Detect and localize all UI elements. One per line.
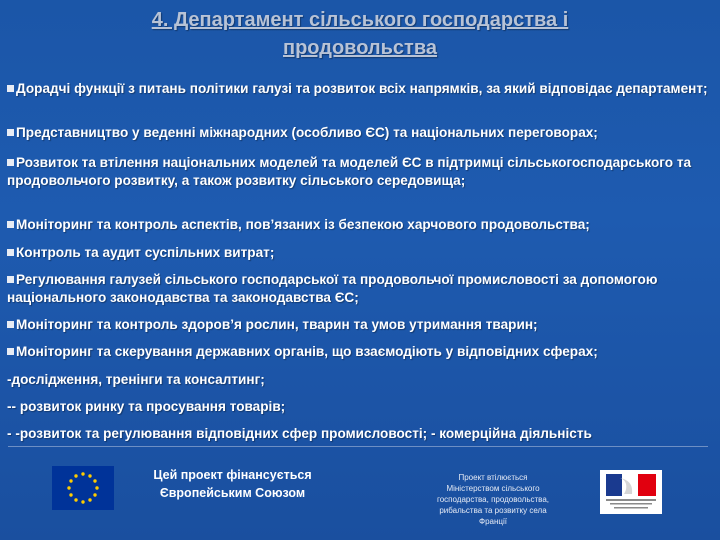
bullet-text: Дорадчі функції з питань політики галузі та розвиток всіх напрямків, за який відповідає департамент; [16, 81, 708, 96]
bullet-item [7, 316, 712, 334]
slide-title-line2: продовольства [283, 37, 437, 59]
bullet-dash: - [7, 372, 12, 387]
bullet-item [7, 216, 712, 234]
footer-divider [8, 446, 708, 447]
bullet-text: - розвиток ринку та просування товарів; [11, 399, 286, 414]
bullet-text: Регулювання галузей сільського господарської та продовольчої промисловості за допомогою національного законодавства та законодавства ЄС; [7, 272, 658, 305]
bullet-square-icon [7, 221, 14, 228]
french-republic-logo-icon [600, 470, 662, 514]
bullet-item [7, 425, 712, 443]
bullet-text: дослідження, тренінги та консалтинг; [11, 372, 265, 387]
bullet-square-icon [7, 159, 14, 166]
bullet-text: Моніторинг та контроль аспектів, пов’язаних із безпекою харчового продовольства; [16, 217, 590, 232]
bullet-item [7, 124, 712, 142]
bullet-text: Моніторинг та скерування державних органів, що взаємодіють у відповідних сферах; [16, 344, 598, 359]
bullet-square-icon [7, 249, 14, 256]
bullet-square-icon [7, 129, 14, 136]
bullet-dash: - [7, 399, 12, 414]
bullet-text: Моніторинг та контроль здоров’я рослин, тварин та умов утримання тварин; [16, 317, 538, 332]
slide-title-line1: 4. Департамент сільського господарства і [151, 9, 569, 31]
bullet-dash: - [7, 426, 16, 441]
implementer-line2: Міністерством сільського [446, 484, 540, 493]
bullet-item [7, 80, 712, 98]
implementer-line5: Франції [479, 517, 507, 526]
bullet-text: Представництво у веденні міжнародних (особливо ЄС) та національних переговорах; [16, 125, 598, 140]
bullet-square-icon [7, 321, 14, 328]
bullet-item [7, 343, 712, 361]
bullet-item [7, 371, 712, 389]
bullet-square-icon [7, 85, 14, 92]
bullet-text: Розвиток та втілення національних моделей та моделей ЄС в підтримці сільськогосподарського та продовольчого розвитку, а також розвитку сільського середовища; [7, 155, 692, 188]
eu-funding-text [130, 466, 335, 502]
eu-flag-icon [52, 466, 114, 510]
implementer-line1: Проект втілюється [458, 473, 528, 482]
bullet-item [7, 244, 712, 262]
implementer-line3: господарства, продовольства, [436, 495, 550, 504]
eu-funding-line1: Цей проект фінансується [153, 468, 312, 482]
bullet-item [7, 154, 712, 189]
eu-funding-line2: Європейським Союзом [159, 486, 306, 500]
bullet-text: Контроль та аудит суспільних витрат; [16, 245, 275, 260]
bullet-square-icon [7, 276, 14, 283]
implementer-line4: рибальства та розвитку села [439, 506, 547, 515]
bullet-item [7, 271, 712, 306]
bullet-text: -розвиток та регулювання відповідних сфер промисловості; - комерційна діяльність [15, 426, 592, 441]
slide-title [0, 6, 720, 62]
bullet-square-icon [7, 348, 14, 355]
bullet-item [7, 398, 712, 416]
implementer-text [418, 472, 568, 527]
